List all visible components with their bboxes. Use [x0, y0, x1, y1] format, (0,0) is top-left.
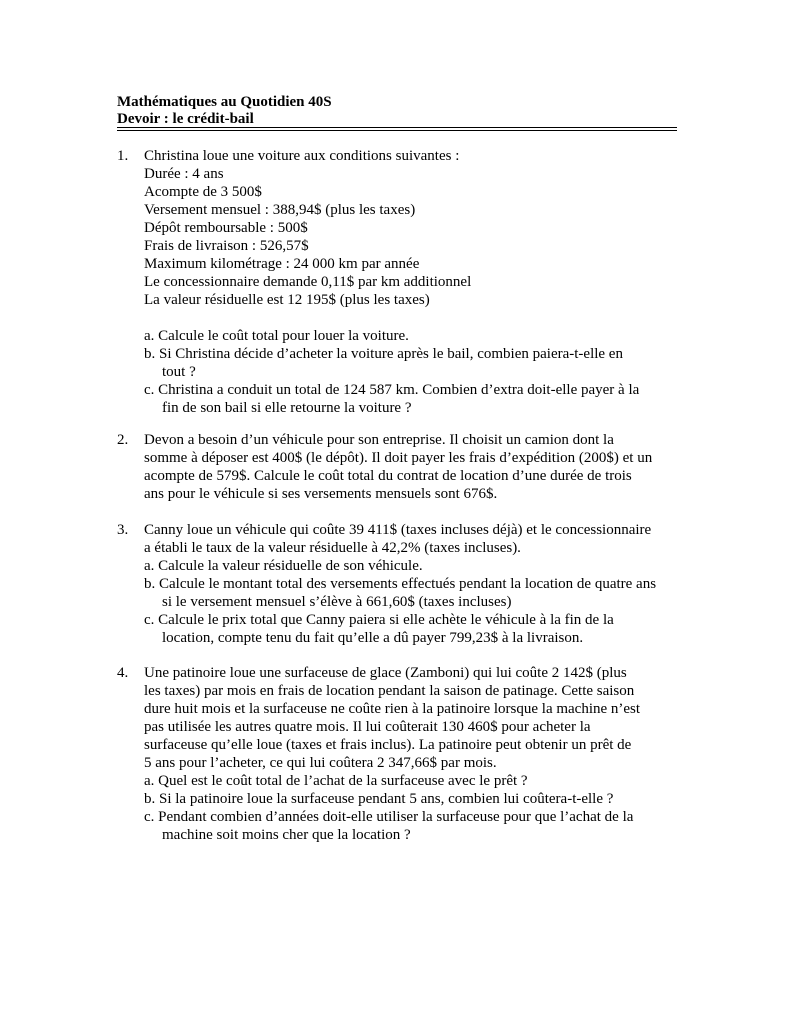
question-b: b. Si la patinoire loue la surfaceuse pendant 5 ans, combien lui coûtera-t-elle ? — [144, 791, 614, 807]
document-title: Mathématiques au Quotidien 40S — [117, 94, 332, 110]
question-b: b. Calcule le montant total des versements effectués pendant la location de quatre ans — [144, 576, 657, 592]
problem-body — [144, 664, 684, 844]
problem-text-line: surfaceuse qu’elle loue (taxes et frais inclus). La patinoire peut obtenir un prêt de — [144, 737, 632, 753]
problem-text-line: somme à déposer est 400$ (le dépôt). Il doit payer les frais d’expédition (200$) et un — [144, 450, 653, 466]
problem-text-line: ans pour le véhicule si ses versements mensuels sont 676$. — [144, 486, 498, 502]
question-c: c. Calcule le prix total que Canny paiera si elle achète le véhicule à la fin de la — [144, 612, 614, 628]
question-b-continued: si le versement mensuel s’élève à 661,60$ (taxes incluses) — [162, 594, 512, 610]
question-c-continued: location, compte tenu du fait qu’elle a dû payer 799,23$ à la livraison. — [162, 630, 584, 646]
document-subtitle: Devoir : le crédit-bail — [117, 111, 254, 127]
problem-number: 3. — [117, 522, 129, 538]
question-c-continued: machine soit moins cher que la location ? — [162, 827, 411, 843]
problem-number: 4. — [117, 665, 129, 681]
problem-text-line: les taxes) par mois en frais de location pendant la saison de patinage. Cette saison — [144, 683, 635, 699]
problem-body — [144, 431, 684, 503]
problem-body — [144, 521, 684, 647]
problem-text-line: Devon a besoin d’un véhicule pour son entreprise. Il choisit un camion dont la — [144, 432, 614, 448]
question-a: a. Calcule la valeur résiduelle de son véhicule. — [144, 558, 423, 574]
condition-line: Le concessionnaire demande 0,11$ par km additionnel — [144, 274, 472, 290]
condition-line: Durée : 4 ans — [144, 166, 224, 182]
question-a: a. Calcule le coût total pour louer la voiture. — [144, 328, 409, 344]
problem-text-line: acompte de 579$. Calcule le coût total du contrat de location d’une durée de trois — [144, 468, 632, 484]
problem-number: 2. — [117, 432, 129, 448]
condition-line: La valeur résiduelle est 12 195$ (plus les taxes) — [144, 292, 430, 308]
question-a: a. Quel est le coût total de l’achat de la surfaceuse avec le prêt ? — [144, 773, 528, 789]
question-c: c. Pendant combien d’années doit-elle utiliser la surfaceuse pour que l’achat de la — [144, 809, 634, 825]
condition-line: Dépôt remboursable : 500$ — [144, 220, 308, 236]
question-c-continued: fin de son bail si elle retourne la voiture ? — [162, 400, 412, 416]
problem-body — [144, 147, 684, 417]
document-header — [117, 94, 677, 128]
problem-number: 1. — [117, 148, 129, 164]
problem-text-line: Canny loue un véhicule qui coûte 39 411$ (taxes incluses déjà) et le concessionnaire — [144, 522, 652, 538]
condition-line: Acompte de 3 500$ — [144, 184, 262, 200]
question-c: c. Christina a conduit un total de 124 587 km. Combien d’extra doit-elle payer à la — [144, 382, 640, 398]
problem-text-line: 5 ans pour l’acheter, ce qui lui coûtera 2 347,66$ par mois. — [144, 755, 497, 771]
problem-text-line: Une patinoire loue une surfaceuse de glace (Zamboni) qui lui coûte 2 142$ (plus — [144, 665, 627, 681]
condition-line: Frais de livraison : 526,57$ — [144, 238, 309, 254]
problem-text-line: pas utilisée les autres quatre mois. Il lui coûterait 130 460$ pour acheter la — [144, 719, 591, 735]
problem-text-line: a établi le taux de la valeur résiduelle à 42,2% (taxes incluses). — [144, 540, 521, 556]
problem-text-line: Christina loue une voiture aux conditions suivantes : — [144, 148, 460, 164]
header-rule-top — [117, 127, 677, 128]
condition-line: Maximum kilométrage : 24 000 km par année — [144, 256, 420, 272]
question-b: b. Si Christina décide d’acheter la voiture après le bail, combien paiera-t-elle en — [144, 346, 623, 362]
header-rule-bottom — [117, 130, 677, 131]
condition-line: Versement mensuel : 388,94$ (plus les taxes) — [144, 202, 416, 218]
question-b-continued: tout ? — [162, 364, 196, 380]
problem-text-line: dure huit mois et la surfaceuse ne coûte rien à la patinoire lorsque la machine n’est — [144, 701, 641, 717]
